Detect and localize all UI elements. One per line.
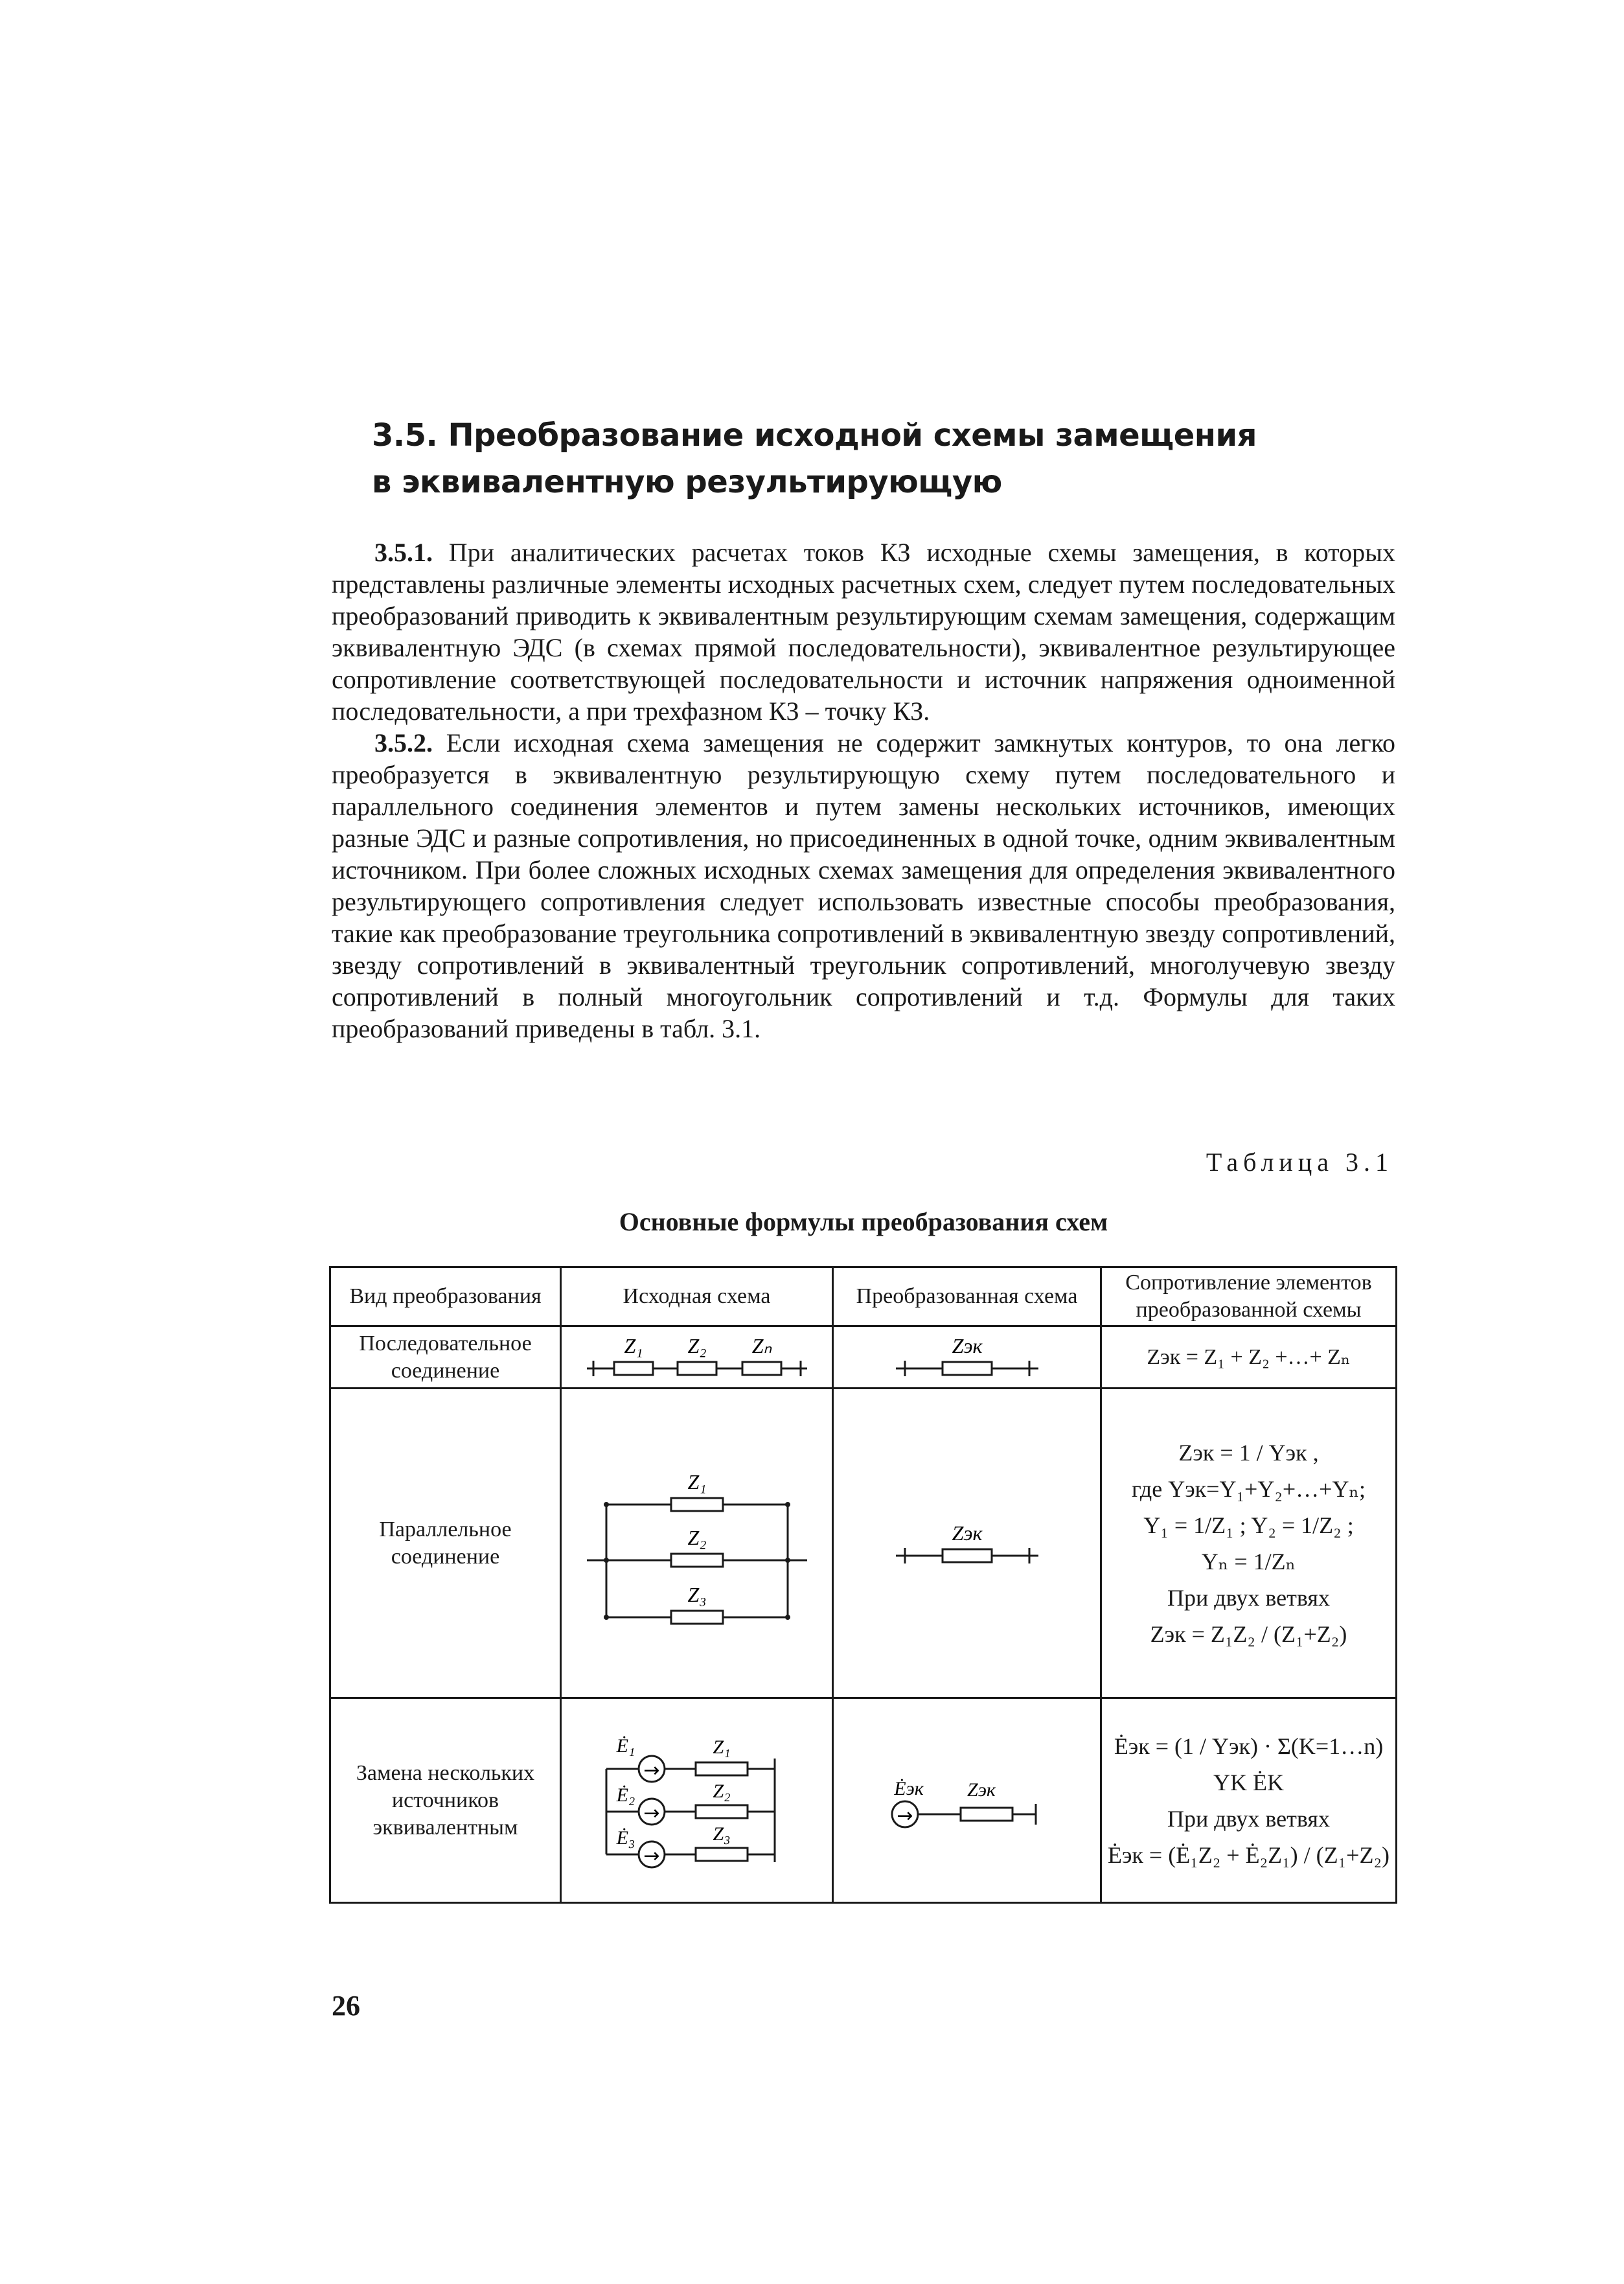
svg-text:→: → [643,1844,660,1867]
header-type: Вид преобразования [330,1267,561,1326]
header-converted-scheme: Преобразованная схема [833,1267,1101,1326]
table-header-row [330,1267,1397,1326]
zek-label: Zэк [966,1779,996,1801]
formula-line: где Yэк=Y₁+Y₂+…+Yₙ; [1131,1475,1366,1502]
parallel-formulas [1101,1389,1397,1698]
parallel-original-diagram [561,1389,833,1698]
section-heading-line-2: в эквивалентную результирующую [372,464,1002,500]
paragraph-3-5-1 [332,536,1395,727]
row-type: Последовательное соединение [330,1326,561,1389]
sources-converted-diagram [833,1698,1101,1903]
formula-line: Ėэк = (1 / Yэк) · Σ(K=1…n) YK ĖK [1114,1733,1384,1795]
section-heading-line-1: 3.5. Преобразование исходной схемы замещения [372,417,1257,454]
paragraph-text: Если исходная схема замещения не содержит замкнутых контуров, то она легко преобразуется в эквивалентную результирующую схему путем последовательного и параллельного соединения элементов и путем замены нескольких источников, имеющих разные ЭДС и разные сопротивления, но присоединенных в одной точке, одним эквивалентным источником. При более сложных исходных схемах замещения для определения эквивалентного результирующего сопротивления следует использовать известные способы преобразования, такие как преобразование треугольника сопротивлений в эквивалентную звезду сопротивлений, звезду сопротивлений в эквивалентный треугольник сопротивлений, многолучевую звезду сопротивлений в полный многоугольник сопротивлений и т.д. Формулы для таких преобразований приведены в табл. 3.1. [332,728,1396,1043]
sources-circuit-diagram [580,1720,814,1882]
header-original-scheme: Исходная схема [561,1267,833,1326]
z2-label: Z₂ [712,1780,731,1802]
svg-text:→: → [896,1804,913,1827]
eek-label: Ėэк [893,1777,924,1799]
formula-line: При двух ветвях [1167,1584,1330,1611]
table-title: Основные формулы преобразования схем [619,1207,1108,1236]
z1-label: Z₁ [712,1736,731,1758]
formula-line: Yₙ = 1/Zₙ [1201,1548,1296,1575]
formula-line: Y₁ = 1/Z₁ ; Y₂ = 1/Z₂ ; [1143,1512,1354,1538]
page-number: 26 [332,1990,360,2022]
equivalent-source-diagram [883,1765,1051,1836]
series-formula [1101,1326,1397,1389]
formula-line: При двух ветвях [1167,1805,1330,1832]
table-row [330,1389,1397,1698]
equivalent-circuit-diagram [889,1330,1045,1385]
row-type: Параллельное соединение [330,1389,561,1698]
z2-label: Z₂ [687,1333,706,1357]
formula-line: Zэк = Z₁Z₂ / (Z₁+Z₂) [1150,1621,1347,1647]
equivalent-circuit-diagram [889,1514,1045,1573]
series-original-diagram [561,1326,833,1389]
zek-label: Zэк [952,1333,982,1357]
row-type: Замена нескольких источников эквивалентным [330,1698,561,1903]
parallel-circuit-diagram [580,1446,814,1641]
formula-line: Ėэк = (Ė₁Z₂ + Ė₂Z₁) / (Z₁+Z₂) [1107,1841,1390,1868]
body-text [332,536,1395,1044]
svg-text:→: → [643,1759,660,1782]
formula-line: Zэк = 1 / Yэк , [1178,1439,1319,1466]
section-heading [372,412,1473,505]
series-circuit-diagram [580,1330,814,1385]
zek-label: Zэк [952,1521,982,1545]
series-converted-diagram [833,1326,1101,1389]
table-row [330,1326,1397,1389]
e1-label: Ė₁ [616,1735,635,1757]
formula-line: Zэк = Z₁ + Z₂ +…+ Zₙ [1147,1344,1351,1369]
table-row [330,1698,1397,1903]
e3-label: Ė₃ [616,1827,635,1849]
paragraph-text: При аналитических расчетах токов КЗ исходные схемы замещения, в которых представлены различные элементы исходных расчетных схем, следует путем последовательных преобразований приводить к эквивалентным результирующим схемам замещения, содержащим эквивалентную ЭДС (в схемах прямой последовательности), эквивалентное результирующее сопротивление соответствующей последовательности и источник напряжения одноименной последовательности, а при трехфазном КЗ – точку КЗ. [332,538,1395,726]
parallel-converted-diagram [833,1389,1101,1698]
sources-original-diagram [561,1698,833,1903]
sources-formulas [1101,1698,1397,1903]
z1-label: Z₁ [687,1470,706,1494]
e2-label: Ė₂ [616,1784,635,1806]
z3-label: Z₃ [712,1823,731,1845]
svg-text:→: → [643,1801,660,1825]
header-resistance: Сопротивление элементов преобразованной схемы [1101,1267,1397,1326]
zn-label: Zₙ [751,1333,772,1357]
formulas-table [329,1266,1397,1904]
z3-label: Z₃ [687,1582,706,1606]
z1-label: Z₁ [624,1333,643,1357]
z2-label: Z₂ [687,1525,706,1549]
paragraph-number: 3.5.2. [374,728,433,757]
paragraph-number: 3.5.1. [374,538,433,567]
paragraph-3-5-2 [332,727,1395,1044]
table-label: Таблица 3.1 [1206,1148,1393,1177]
